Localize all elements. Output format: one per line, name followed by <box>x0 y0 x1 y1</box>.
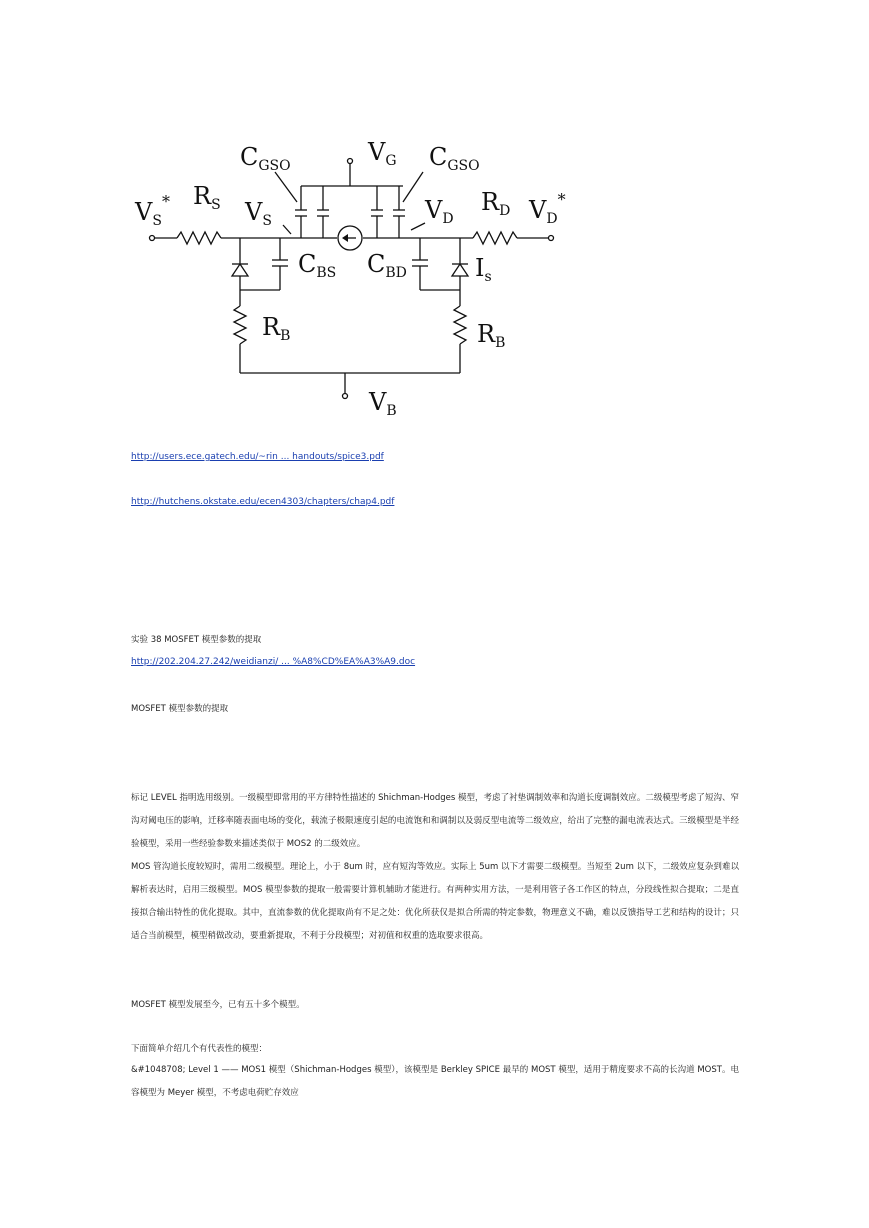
label-vd-star: $V_D^*$ <box>529 190 566 227</box>
label-vs: $V_S$ <box>245 198 272 229</box>
label-cbs: $C_{BS}$ <box>298 250 337 281</box>
rs-resistor <box>177 232 221 244</box>
paragraph-level-models: 标记 LEVEL 指明选用级别。一级模型即常用的平方律特性描述的 Shichman-Hodges 模型，考虑了衬垫调制效率和沟道长度调制效应。二级模型考虑了短沟、窄沟对阈电压的影响，迁移率随表面电场的变化，载流子极限速度引起的电流饱和和调制以及弱反型电流等二级效应，给出了完整的漏电流表达式。三级模型是半经验模型，采用一些经验参数来描述类似于 MOS2 的二级效应。 <box>131 793 739 849</box>
link-chap4-pdf[interactable]: http://hutchens.okstate.edu/ecen4303/chapters/chap4.pdf <box>131 497 395 507</box>
label-vd: $V_D$ <box>425 196 454 227</box>
models-count-line: MOSFET 模型发展至今，已有五十多个模型。 <box>131 1000 305 1010</box>
vg-terminal <box>348 159 353 164</box>
vs-star-terminal <box>150 236 155 241</box>
paragraph-level1: &#1048708; Level 1 —— MOS1 模型（Shichman-Hodges 模型），该模型是 Berkley SPICE 最早的 MOST 模型，适用于精度要求不高的长沟道 MOST。电容模型为 Meyer 模型，不考虑电荷贮存效应 <box>131 1065 739 1098</box>
rd-resistor <box>473 232 517 244</box>
paragraph-mos-extraction: MOS 管沟道长度较短时，需用二级模型。理论上，小于 8um 时，应有短沟等效应。实际上 5um 以下才需要二级模型。当短至 2um 以下，二级效应复杂到难以解析表达时，启用三级模型。MOS 模型参数的提取一般需要计算机辅助才能进行。有两种实用方法，一是利用管子各工作区的特点，分段线性拟合提取；二是直接拟合输出特性的优化提取。其中，直流参数的优化提取尚有不足之处：优化所获仅是拟合所需的特定参数，物理意义不确，难以反馈指导工艺和结构的设计；只适合当前模型，模型稍做改动，要重新提取，不利于分段模型；对初值和权重的选取要求很高。 <box>131 862 739 941</box>
current-arrow-icon <box>342 234 348 242</box>
label-cgso-right: $C_{GSO}$ <box>429 143 480 174</box>
link-spice3-pdf[interactable]: http://users.ece.gatech.edu/~rin ... handouts/spice3.pdf <box>131 452 384 462</box>
label-vg: $V_G$ <box>368 138 397 169</box>
mosfet-equivalent-circuit-diagram <box>125 130 585 430</box>
label-rs: $R_S$ <box>193 182 221 213</box>
label-vs-star: $V_S^*$ <box>135 192 170 229</box>
drain-diode <box>452 264 468 276</box>
label-rb-right: $R_B$ <box>477 320 506 351</box>
source-diode <box>232 264 248 276</box>
vb-terminal <box>343 394 348 399</box>
rb-left-resistor <box>234 306 246 344</box>
intro-line: 下面简单介绍几个有代表性的模型： <box>131 1044 268 1054</box>
link-doc[interactable]: http://202.204.27.242/weidianzi/ ... %A8%CD%EA%A3%A9.doc <box>131 657 416 667</box>
label-rb-left: $R_B$ <box>262 313 291 344</box>
label-cbd: $C_{BD}$ <box>367 250 407 281</box>
rb-right-resistor <box>454 306 466 344</box>
label-rd: $R_D$ <box>481 188 511 219</box>
section-title: MOSFET 模型参数的提取 <box>131 704 229 714</box>
vd-star-terminal <box>549 236 554 241</box>
experiment-title: 实验 38 MOSFET 模型参数的提取 <box>131 635 262 645</box>
label-is: $I_s$ <box>475 254 492 285</box>
label-vb: $V_B$ <box>369 388 397 419</box>
label-cgso-left: $C_{GSO}$ <box>240 143 291 174</box>
